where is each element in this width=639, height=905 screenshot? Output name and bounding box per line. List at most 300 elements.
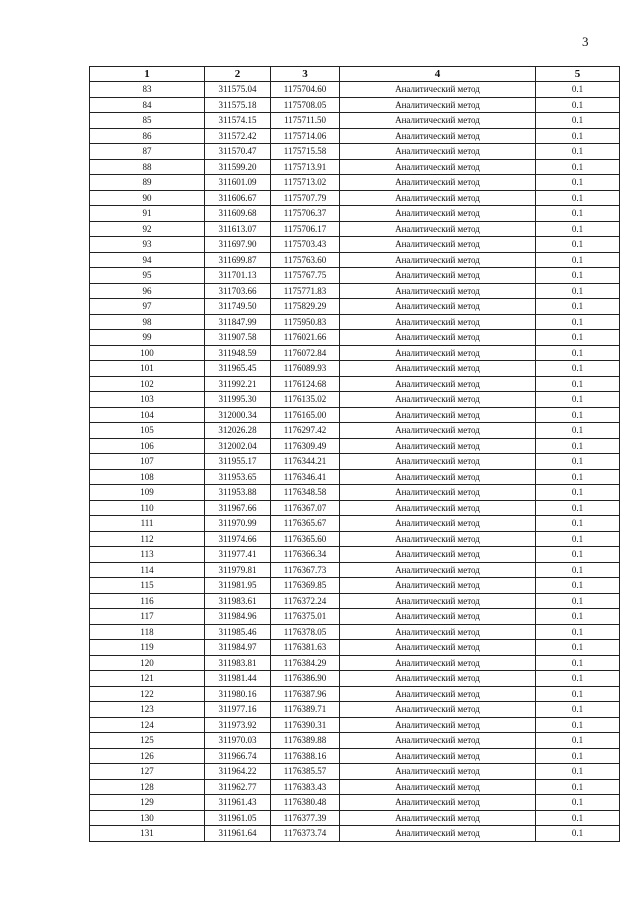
point-number-cell: 103 — [90, 392, 205, 408]
y-coordinate-cell: 1176309.49 — [271, 438, 340, 454]
x-coordinate-cell: 311973.92 — [205, 717, 271, 733]
y-coordinate-cell: 1175950.83 — [271, 314, 340, 330]
method-cell: Аналитический метод — [340, 345, 536, 361]
y-coordinate-cell: 1175771.83 — [271, 283, 340, 299]
accuracy-cell: 0.1 — [536, 392, 620, 408]
y-coordinate-cell: 1176389.88 — [271, 733, 340, 749]
table-row — [90, 159, 620, 175]
x-coordinate-cell: 311980.16 — [205, 686, 271, 702]
method-cell: Аналитический метод — [340, 516, 536, 532]
table-row — [90, 82, 620, 98]
point-number-cell: 102 — [90, 376, 205, 392]
point-number-cell: 127 — [90, 764, 205, 780]
table-row — [90, 345, 620, 361]
x-coordinate-cell: 311953.65 — [205, 469, 271, 485]
table-row — [90, 376, 620, 392]
y-coordinate-cell: 1176369.85 — [271, 578, 340, 594]
point-number-cell: 117 — [90, 609, 205, 625]
method-cell: Аналитический метод — [340, 733, 536, 749]
y-coordinate-cell: 1176135.02 — [271, 392, 340, 408]
column-header-4: 4 — [340, 67, 536, 82]
table-row — [90, 175, 620, 191]
accuracy-cell: 0.1 — [536, 764, 620, 780]
y-coordinate-cell: 1176348.58 — [271, 485, 340, 501]
method-cell: Аналитический метод — [340, 562, 536, 578]
accuracy-cell: 0.1 — [536, 175, 620, 191]
x-coordinate-cell: 311984.96 — [205, 609, 271, 625]
method-cell: Аналитический метод — [340, 423, 536, 439]
y-coordinate-cell: 1175703.43 — [271, 237, 340, 253]
table-row — [90, 547, 620, 563]
method-cell: Аналитический метод — [340, 795, 536, 811]
y-coordinate-cell: 1176377.39 — [271, 810, 340, 826]
y-coordinate-cell: 1175706.17 — [271, 221, 340, 237]
method-cell: Аналитический метод — [340, 578, 536, 594]
x-coordinate-cell: 311966.74 — [205, 748, 271, 764]
y-coordinate-cell: 1175704.60 — [271, 82, 340, 98]
method-cell: Аналитический метод — [340, 810, 536, 826]
column-header-5: 5 — [536, 67, 620, 82]
y-coordinate-cell: 1175708.05 — [271, 97, 340, 113]
y-coordinate-cell: 1176367.07 — [271, 500, 340, 516]
method-cell: Аналитический метод — [340, 547, 536, 563]
point-number-cell: 98 — [90, 314, 205, 330]
point-number-cell: 94 — [90, 252, 205, 268]
accuracy-cell: 0.1 — [536, 547, 620, 563]
point-number-cell: 90 — [90, 190, 205, 206]
table-row — [90, 407, 620, 423]
point-number-cell: 107 — [90, 454, 205, 470]
method-cell: Аналитический метод — [340, 175, 536, 191]
method-cell: Аналитический метод — [340, 655, 536, 671]
accuracy-cell: 0.1 — [536, 82, 620, 98]
method-cell: Аналитический метод — [340, 128, 536, 144]
y-coordinate-cell: 1176390.31 — [271, 717, 340, 733]
x-coordinate-cell: 311847.99 — [205, 314, 271, 330]
y-coordinate-cell: 1175713.02 — [271, 175, 340, 191]
accuracy-cell: 0.1 — [536, 593, 620, 609]
x-coordinate-cell: 311981.95 — [205, 578, 271, 594]
accuracy-cell: 0.1 — [536, 531, 620, 547]
point-number-cell: 83 — [90, 82, 205, 98]
table-row — [90, 764, 620, 780]
x-coordinate-cell: 311575.04 — [205, 82, 271, 98]
accuracy-cell: 0.1 — [536, 299, 620, 315]
table-row — [90, 113, 620, 129]
accuracy-cell: 0.1 — [536, 469, 620, 485]
x-coordinate-cell: 311699.87 — [205, 252, 271, 268]
table-row — [90, 748, 620, 764]
accuracy-cell: 0.1 — [536, 345, 620, 361]
accuracy-cell: 0.1 — [536, 640, 620, 656]
point-number-cell: 86 — [90, 128, 205, 144]
accuracy-cell: 0.1 — [536, 97, 620, 113]
x-coordinate-cell: 311977.41 — [205, 547, 271, 563]
accuracy-cell: 0.1 — [536, 268, 620, 284]
method-cell: Аналитический метод — [340, 314, 536, 330]
accuracy-cell: 0.1 — [536, 361, 620, 377]
point-number-cell: 122 — [90, 686, 205, 702]
x-coordinate-cell: 311964.22 — [205, 764, 271, 780]
point-number-cell: 84 — [90, 97, 205, 113]
y-coordinate-cell: 1176365.67 — [271, 516, 340, 532]
point-number-cell: 112 — [90, 531, 205, 547]
x-coordinate-cell: 311974.66 — [205, 531, 271, 547]
x-coordinate-cell: 311907.58 — [205, 330, 271, 346]
x-coordinate-cell: 311970.03 — [205, 733, 271, 749]
table-row — [90, 516, 620, 532]
coordinates-table — [89, 66, 620, 842]
point-number-cell: 125 — [90, 733, 205, 749]
point-number-cell: 126 — [90, 748, 205, 764]
table-row — [90, 423, 620, 439]
y-coordinate-cell: 1175706.37 — [271, 206, 340, 222]
point-number-cell: 108 — [90, 469, 205, 485]
point-number-cell: 123 — [90, 702, 205, 718]
accuracy-cell: 0.1 — [536, 144, 620, 160]
accuracy-cell: 0.1 — [536, 516, 620, 532]
x-coordinate-cell: 311981.44 — [205, 671, 271, 687]
y-coordinate-cell: 1176072.84 — [271, 345, 340, 361]
accuracy-cell: 0.1 — [536, 686, 620, 702]
accuracy-cell: 0.1 — [536, 283, 620, 299]
y-coordinate-cell: 1176384.29 — [271, 655, 340, 671]
point-number-cell: 101 — [90, 361, 205, 377]
y-coordinate-cell: 1175713.91 — [271, 159, 340, 175]
method-cell: Аналитический метод — [340, 113, 536, 129]
method-cell: Аналитический метод — [340, 190, 536, 206]
accuracy-cell: 0.1 — [536, 562, 620, 578]
accuracy-cell: 0.1 — [536, 113, 620, 129]
x-coordinate-cell: 311701.13 — [205, 268, 271, 284]
method-cell: Аналитический метод — [340, 779, 536, 795]
table-row — [90, 531, 620, 547]
method-cell: Аналитический метод — [340, 237, 536, 253]
table-row — [90, 190, 620, 206]
x-coordinate-cell: 311749.50 — [205, 299, 271, 315]
y-coordinate-cell: 1176383.43 — [271, 779, 340, 795]
x-coordinate-cell: 312000.34 — [205, 407, 271, 423]
y-coordinate-cell: 1175715.58 — [271, 144, 340, 160]
table-body — [90, 82, 620, 842]
accuracy-cell: 0.1 — [536, 609, 620, 625]
accuracy-cell: 0.1 — [536, 190, 620, 206]
method-cell: Аналитический метод — [340, 299, 536, 315]
table-row — [90, 624, 620, 640]
x-coordinate-cell: 311613.07 — [205, 221, 271, 237]
point-number-cell: 85 — [90, 113, 205, 129]
accuracy-cell: 0.1 — [536, 826, 620, 842]
point-number-cell: 128 — [90, 779, 205, 795]
method-cell: Аналитический метод — [340, 485, 536, 501]
point-number-cell: 99 — [90, 330, 205, 346]
method-cell: Аналитический метод — [340, 159, 536, 175]
accuracy-cell: 0.1 — [536, 779, 620, 795]
point-number-cell: 116 — [90, 593, 205, 609]
method-cell: Аналитический метод — [340, 748, 536, 764]
y-coordinate-cell: 1175829.29 — [271, 299, 340, 315]
point-number-cell: 124 — [90, 717, 205, 733]
method-cell: Аналитический метод — [340, 531, 536, 547]
point-number-cell: 97 — [90, 299, 205, 315]
accuracy-cell: 0.1 — [536, 733, 620, 749]
method-cell: Аналитический метод — [340, 454, 536, 470]
method-cell: Аналитический метод — [340, 717, 536, 733]
x-coordinate-cell: 311983.81 — [205, 655, 271, 671]
table-row — [90, 454, 620, 470]
table-row — [90, 299, 620, 315]
x-coordinate-cell: 311995.30 — [205, 392, 271, 408]
table-row — [90, 252, 620, 268]
accuracy-cell: 0.1 — [536, 330, 620, 346]
x-coordinate-cell: 311961.64 — [205, 826, 271, 842]
y-coordinate-cell: 1176380.48 — [271, 795, 340, 811]
x-coordinate-cell: 311984.97 — [205, 640, 271, 656]
x-coordinate-cell: 311977.16 — [205, 702, 271, 718]
x-coordinate-cell: 311953.88 — [205, 485, 271, 501]
column-header-1: 1 — [90, 67, 205, 82]
method-cell: Аналитический метод — [340, 361, 536, 377]
method-cell: Аналитический метод — [340, 826, 536, 842]
method-cell: Аналитический метод — [340, 593, 536, 609]
y-coordinate-cell: 1176381.63 — [271, 640, 340, 656]
table-row — [90, 268, 620, 284]
y-coordinate-cell: 1175711.50 — [271, 113, 340, 129]
x-coordinate-cell: 311961.43 — [205, 795, 271, 811]
table-row — [90, 686, 620, 702]
accuracy-cell: 0.1 — [536, 221, 620, 237]
point-number-cell: 121 — [90, 671, 205, 687]
y-coordinate-cell: 1175707.79 — [271, 190, 340, 206]
table-row — [90, 655, 620, 671]
y-coordinate-cell: 1176387.96 — [271, 686, 340, 702]
x-coordinate-cell: 311703.66 — [205, 283, 271, 299]
point-number-cell: 106 — [90, 438, 205, 454]
page-number: 3 — [582, 34, 589, 49]
y-coordinate-cell: 1176373.74 — [271, 826, 340, 842]
method-cell: Аналитический метод — [340, 97, 536, 113]
accuracy-cell: 0.1 — [536, 314, 620, 330]
point-number-cell: 104 — [90, 407, 205, 423]
table-row — [90, 795, 620, 811]
accuracy-cell: 0.1 — [536, 702, 620, 718]
point-number-cell: 105 — [90, 423, 205, 439]
y-coordinate-cell: 1176346.41 — [271, 469, 340, 485]
table-row — [90, 562, 620, 578]
accuracy-cell: 0.1 — [536, 500, 620, 516]
accuracy-cell: 0.1 — [536, 454, 620, 470]
y-coordinate-cell: 1176365.60 — [271, 531, 340, 547]
accuracy-cell: 0.1 — [536, 237, 620, 253]
method-cell: Аналитический метод — [340, 206, 536, 222]
point-number-cell: 88 — [90, 159, 205, 175]
point-number-cell: 111 — [90, 516, 205, 532]
x-coordinate-cell: 312026.28 — [205, 423, 271, 439]
x-coordinate-cell: 311965.45 — [205, 361, 271, 377]
accuracy-cell: 0.1 — [536, 423, 620, 439]
table-row — [90, 314, 620, 330]
method-cell: Аналитический метод — [340, 82, 536, 98]
x-coordinate-cell: 311983.61 — [205, 593, 271, 609]
y-coordinate-cell: 1176385.57 — [271, 764, 340, 780]
y-coordinate-cell: 1176297.42 — [271, 423, 340, 439]
accuracy-cell: 0.1 — [536, 252, 620, 268]
table-row — [90, 826, 620, 842]
point-number-cell: 87 — [90, 144, 205, 160]
method-cell: Аналитический метод — [340, 640, 536, 656]
accuracy-cell: 0.1 — [536, 578, 620, 594]
accuracy-cell: 0.1 — [536, 376, 620, 392]
column-header-3: 3 — [271, 67, 340, 82]
x-coordinate-cell: 311955.17 — [205, 454, 271, 470]
table-row — [90, 206, 620, 222]
x-coordinate-cell: 311697.90 — [205, 237, 271, 253]
accuracy-cell: 0.1 — [536, 810, 620, 826]
y-coordinate-cell: 1176386.90 — [271, 671, 340, 687]
table-row — [90, 128, 620, 144]
accuracy-cell: 0.1 — [536, 206, 620, 222]
y-coordinate-cell: 1176375.01 — [271, 609, 340, 625]
method-cell: Аналитический метод — [340, 407, 536, 423]
accuracy-cell: 0.1 — [536, 624, 620, 640]
y-coordinate-cell: 1176378.05 — [271, 624, 340, 640]
point-number-cell: 95 — [90, 268, 205, 284]
method-cell: Аналитический метод — [340, 500, 536, 516]
table-row — [90, 810, 620, 826]
x-coordinate-cell: 311970.99 — [205, 516, 271, 532]
point-number-cell: 118 — [90, 624, 205, 640]
table-row — [90, 578, 620, 594]
table-row — [90, 469, 620, 485]
table-row — [90, 500, 620, 516]
point-number-cell: 109 — [90, 485, 205, 501]
point-number-cell: 131 — [90, 826, 205, 842]
method-cell: Аналитический метод — [340, 283, 536, 299]
method-cell: Аналитический метод — [340, 376, 536, 392]
table-row — [90, 485, 620, 501]
table-row — [90, 392, 620, 408]
method-cell: Аналитический метод — [340, 671, 536, 687]
x-coordinate-cell: 311572.42 — [205, 128, 271, 144]
table-row — [90, 438, 620, 454]
x-coordinate-cell: 311609.68 — [205, 206, 271, 222]
method-cell: Аналитический метод — [340, 624, 536, 640]
accuracy-cell: 0.1 — [536, 748, 620, 764]
table-row — [90, 593, 620, 609]
table-row — [90, 97, 620, 113]
x-coordinate-cell: 311601.09 — [205, 175, 271, 191]
method-cell: Аналитический метод — [340, 609, 536, 625]
table-row — [90, 717, 620, 733]
y-coordinate-cell: 1175714.06 — [271, 128, 340, 144]
y-coordinate-cell: 1176389.71 — [271, 702, 340, 718]
accuracy-cell: 0.1 — [536, 795, 620, 811]
method-cell: Аналитический метод — [340, 268, 536, 284]
y-coordinate-cell: 1176165.00 — [271, 407, 340, 423]
point-number-cell: 91 — [90, 206, 205, 222]
table-row — [90, 361, 620, 377]
table-row — [90, 671, 620, 687]
point-number-cell: 100 — [90, 345, 205, 361]
table-row — [90, 779, 620, 795]
method-cell: Аналитический метод — [340, 252, 536, 268]
method-cell: Аналитический метод — [340, 469, 536, 485]
table-row — [90, 283, 620, 299]
column-header-2: 2 — [205, 67, 271, 82]
method-cell: Аналитический метод — [340, 392, 536, 408]
table-row — [90, 221, 620, 237]
point-number-cell: 113 — [90, 547, 205, 563]
y-coordinate-cell: 1175763.60 — [271, 252, 340, 268]
point-number-cell: 89 — [90, 175, 205, 191]
method-cell: Аналитический метод — [340, 144, 536, 160]
y-coordinate-cell: 1175767.75 — [271, 268, 340, 284]
x-coordinate-cell: 312002.04 — [205, 438, 271, 454]
table-row — [90, 702, 620, 718]
table-row — [90, 733, 620, 749]
point-number-cell: 129 — [90, 795, 205, 811]
y-coordinate-cell: 1176367.73 — [271, 562, 340, 578]
x-coordinate-cell: 311962.77 — [205, 779, 271, 795]
point-number-cell: 120 — [90, 655, 205, 671]
accuracy-cell: 0.1 — [536, 159, 620, 175]
y-coordinate-cell: 1176372.24 — [271, 593, 340, 609]
method-cell: Аналитический метод — [340, 330, 536, 346]
accuracy-cell: 0.1 — [536, 438, 620, 454]
x-coordinate-cell: 311570.47 — [205, 144, 271, 160]
x-coordinate-cell: 311985.46 — [205, 624, 271, 640]
point-number-cell: 115 — [90, 578, 205, 594]
point-number-cell: 93 — [90, 237, 205, 253]
accuracy-cell: 0.1 — [536, 671, 620, 687]
point-number-cell: 110 — [90, 500, 205, 516]
x-coordinate-cell: 311979.81 — [205, 562, 271, 578]
x-coordinate-cell: 311948.59 — [205, 345, 271, 361]
x-coordinate-cell: 311599.20 — [205, 159, 271, 175]
point-number-cell: 96 — [90, 283, 205, 299]
method-cell: Аналитический метод — [340, 221, 536, 237]
x-coordinate-cell: 311967.66 — [205, 500, 271, 516]
table-row — [90, 609, 620, 625]
y-coordinate-cell: 1176124.68 — [271, 376, 340, 392]
y-coordinate-cell: 1176089.93 — [271, 361, 340, 377]
x-coordinate-cell: 311574.15 — [205, 113, 271, 129]
x-coordinate-cell: 311575.18 — [205, 97, 271, 113]
table-row — [90, 144, 620, 160]
point-number-cell: 92 — [90, 221, 205, 237]
table-row — [90, 640, 620, 656]
y-coordinate-cell: 1176388.16 — [271, 748, 340, 764]
x-coordinate-cell: 311606.67 — [205, 190, 271, 206]
table-header-row — [90, 67, 620, 82]
y-coordinate-cell: 1176366.34 — [271, 547, 340, 563]
y-coordinate-cell: 1176344.21 — [271, 454, 340, 470]
method-cell: Аналитический метод — [340, 686, 536, 702]
accuracy-cell: 0.1 — [536, 717, 620, 733]
accuracy-cell: 0.1 — [536, 655, 620, 671]
table-row — [90, 330, 620, 346]
accuracy-cell: 0.1 — [536, 407, 620, 423]
x-coordinate-cell: 311992.21 — [205, 376, 271, 392]
method-cell: Аналитический метод — [340, 438, 536, 454]
table-row — [90, 237, 620, 253]
accuracy-cell: 0.1 — [536, 485, 620, 501]
accuracy-cell: 0.1 — [536, 128, 620, 144]
y-coordinate-cell: 1176021.66 — [271, 330, 340, 346]
point-number-cell: 130 — [90, 810, 205, 826]
method-cell: Аналитический метод — [340, 764, 536, 780]
point-number-cell: 119 — [90, 640, 205, 656]
